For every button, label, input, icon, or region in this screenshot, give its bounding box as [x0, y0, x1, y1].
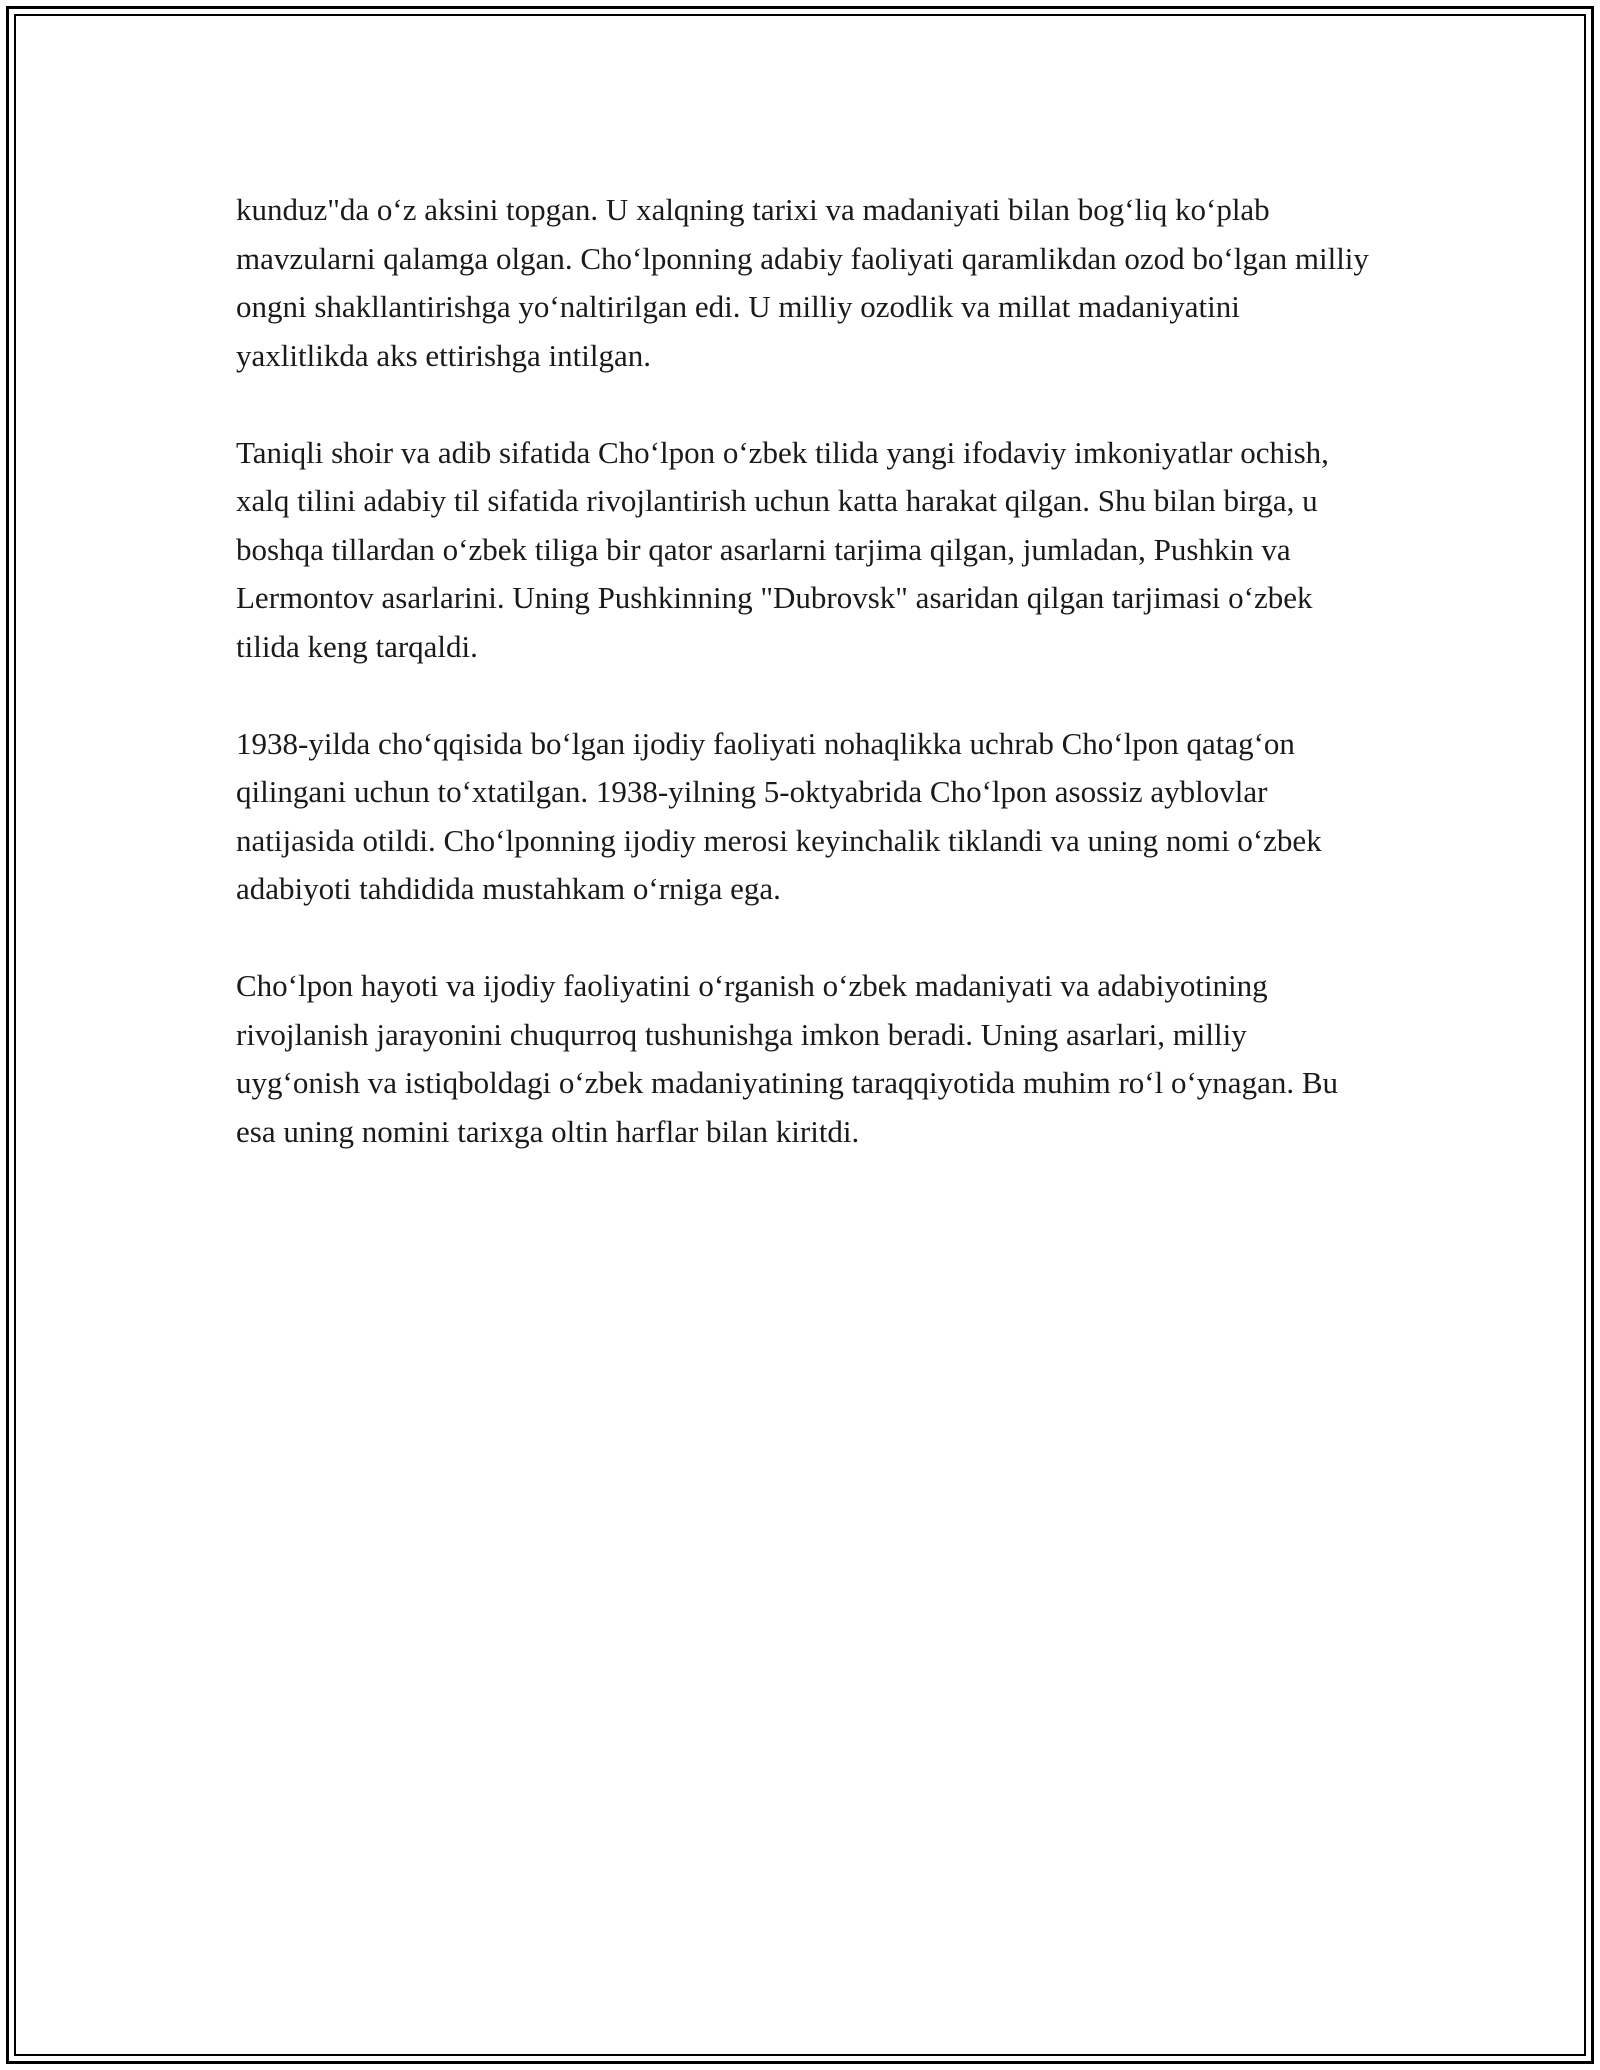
paragraph-2: Taniqli shoir va adib sifatida Cho‘lpon o‘zbek tilida yangi ifodaviy imkoniyatlar ochish, xalq tilini adabiy til sifatida rivojlantirish uchun katta harakat qilgan. Shu bilan birga, u boshqa tillardan o‘zbek tiliga bir qator asarlarni tarjima qilgan, jumladan, Pushkin va Lermontov asarlarini. Uning Pushkinning "Dubrovsk" asaridan qilgan tarjimasi o‘zbek tilida keng tarqaldi.: [236, 434, 1329, 664]
document-body: [236, 186, 1376, 1205]
paragraph-1: kunduz"da o‘z aksini topgan. U xalqning tarixi va madaniyati bilan bog‘liq ko‘plab mavzularni qalamga olgan. Cho‘lponning adabiy faoliyati qaramlikdan ozod bo‘lgan milliy ongni shakllantirishga yo‘naltirilgan edi. U milliy ozodlik va millat madaniyatini yaxlitlikda aks ettirishga intilgan.: [236, 192, 1369, 373]
paragraph-3: 1938-yilda cho‘qqisida bo‘lgan ijodiy faoliyati nohaqlikka uchrab Cho‘lpon qatag‘on qilingani uchun to‘xtatilgan. 1938-yilning 5-oktyabrida Cho‘lpon asossiz ayblovlar natijasida otildi. Cho‘lponning ijodiy merosi keyinchalik tiklandi va uning nomi o‘zbek adabiyoti tahdidida mustahkam o‘rniga ega.: [236, 725, 1322, 906]
paragraph-4: Cho‘lpon hayoti va ijodiy faoliyatini o‘rganish o‘zbek madaniyati va adabiyotining rivojlanish jarayonini chuqurroq tushunishga imkon beradi. Uning asarlari, milliy uyg‘onish va istiqboldagi o‘zbek madaniyatining taraqqiyotida muhim ro‘l o‘ynagan. Bu esa uning nomini tarixga oltin harflar bilan kiritdi.: [236, 968, 1338, 1149]
